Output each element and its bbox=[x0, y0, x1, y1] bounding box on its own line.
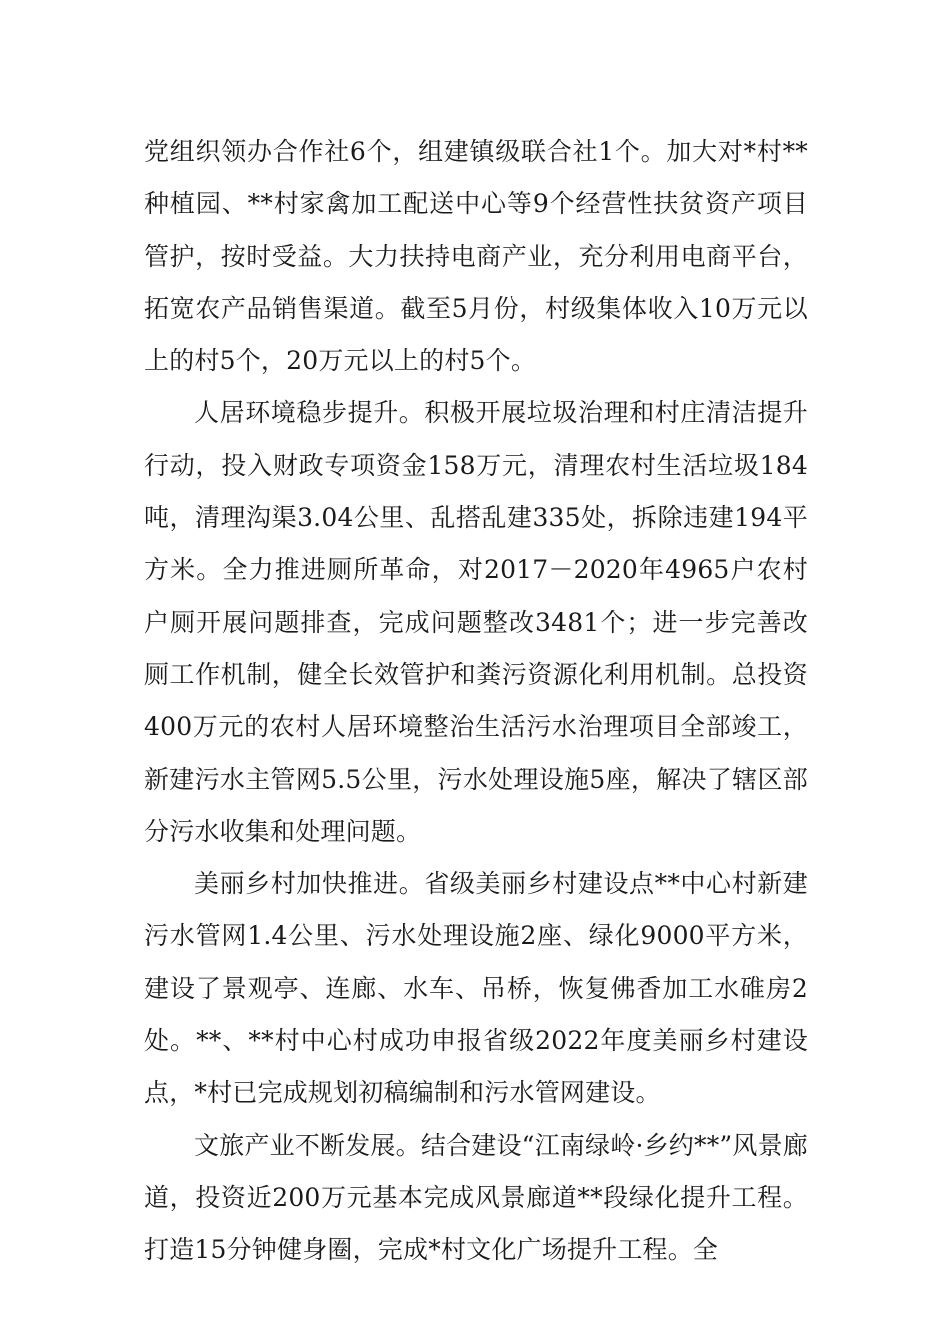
body-text bbox=[144, 126, 808, 1277]
paragraph-beautiful-village: 美丽乡村加快推进。省级美丽乡村建设点**中心村新建污水管网1.4公里、污水处理设施2座、绿化9000平方米，建设了景观亭、连廊、水车、吊桥，恢复佛香加工水碓房2处。**、**村中心村成功申报省级2022年度美丽乡村建设点，*村已完成规划初稿编制和污水管网建设。 bbox=[144, 869, 808, 1108]
paragraph-living-environment: 人居环境稳步提升。积极开展垃圾治理和村庄清洁提升行动，投入财政专项资金158万元，清理农村生活垃圾184吨，清理沟渠3.04公里、乱搭乱建335处，拆除违建194平方米。全力推进厕所革命，对2017－2020年4965户农村户厕开展问题排查，完成问题整改3481个；进一步完善改厕工作机制，健全长效管护和粪污资源化利用机制。总投资400万元的农村人居环境整治生活污水治理项目全部竣工，新建污水主管网5.5公里，污水处理设施5座，解决了辖区部分污水收集和处理问题。 bbox=[144, 398, 808, 846]
paragraph-culture-tourism: 文旅产业不断发展。结合建设“江南绿岭·乡约**”风景廊道，投资近200万元基本完成风景廊道**段绿化提升工程。打造15分钟健身圈，完成*村文化广场提升工程。全 bbox=[144, 1130, 808, 1265]
paragraph-cooperative-income: 党组织领办合作社6个，组建镇级联合社1个。加大对*村**种植园、**村家禽加工配送中心等9个经营性扶贫资产项目管护，按时受益。大力扶持电商产业，充分利用电商平台，拓宽农产品销售渠道。截至5月份，村级集体收入10万元以上的村5个，20万元以上的村5个。 bbox=[144, 137, 808, 376]
